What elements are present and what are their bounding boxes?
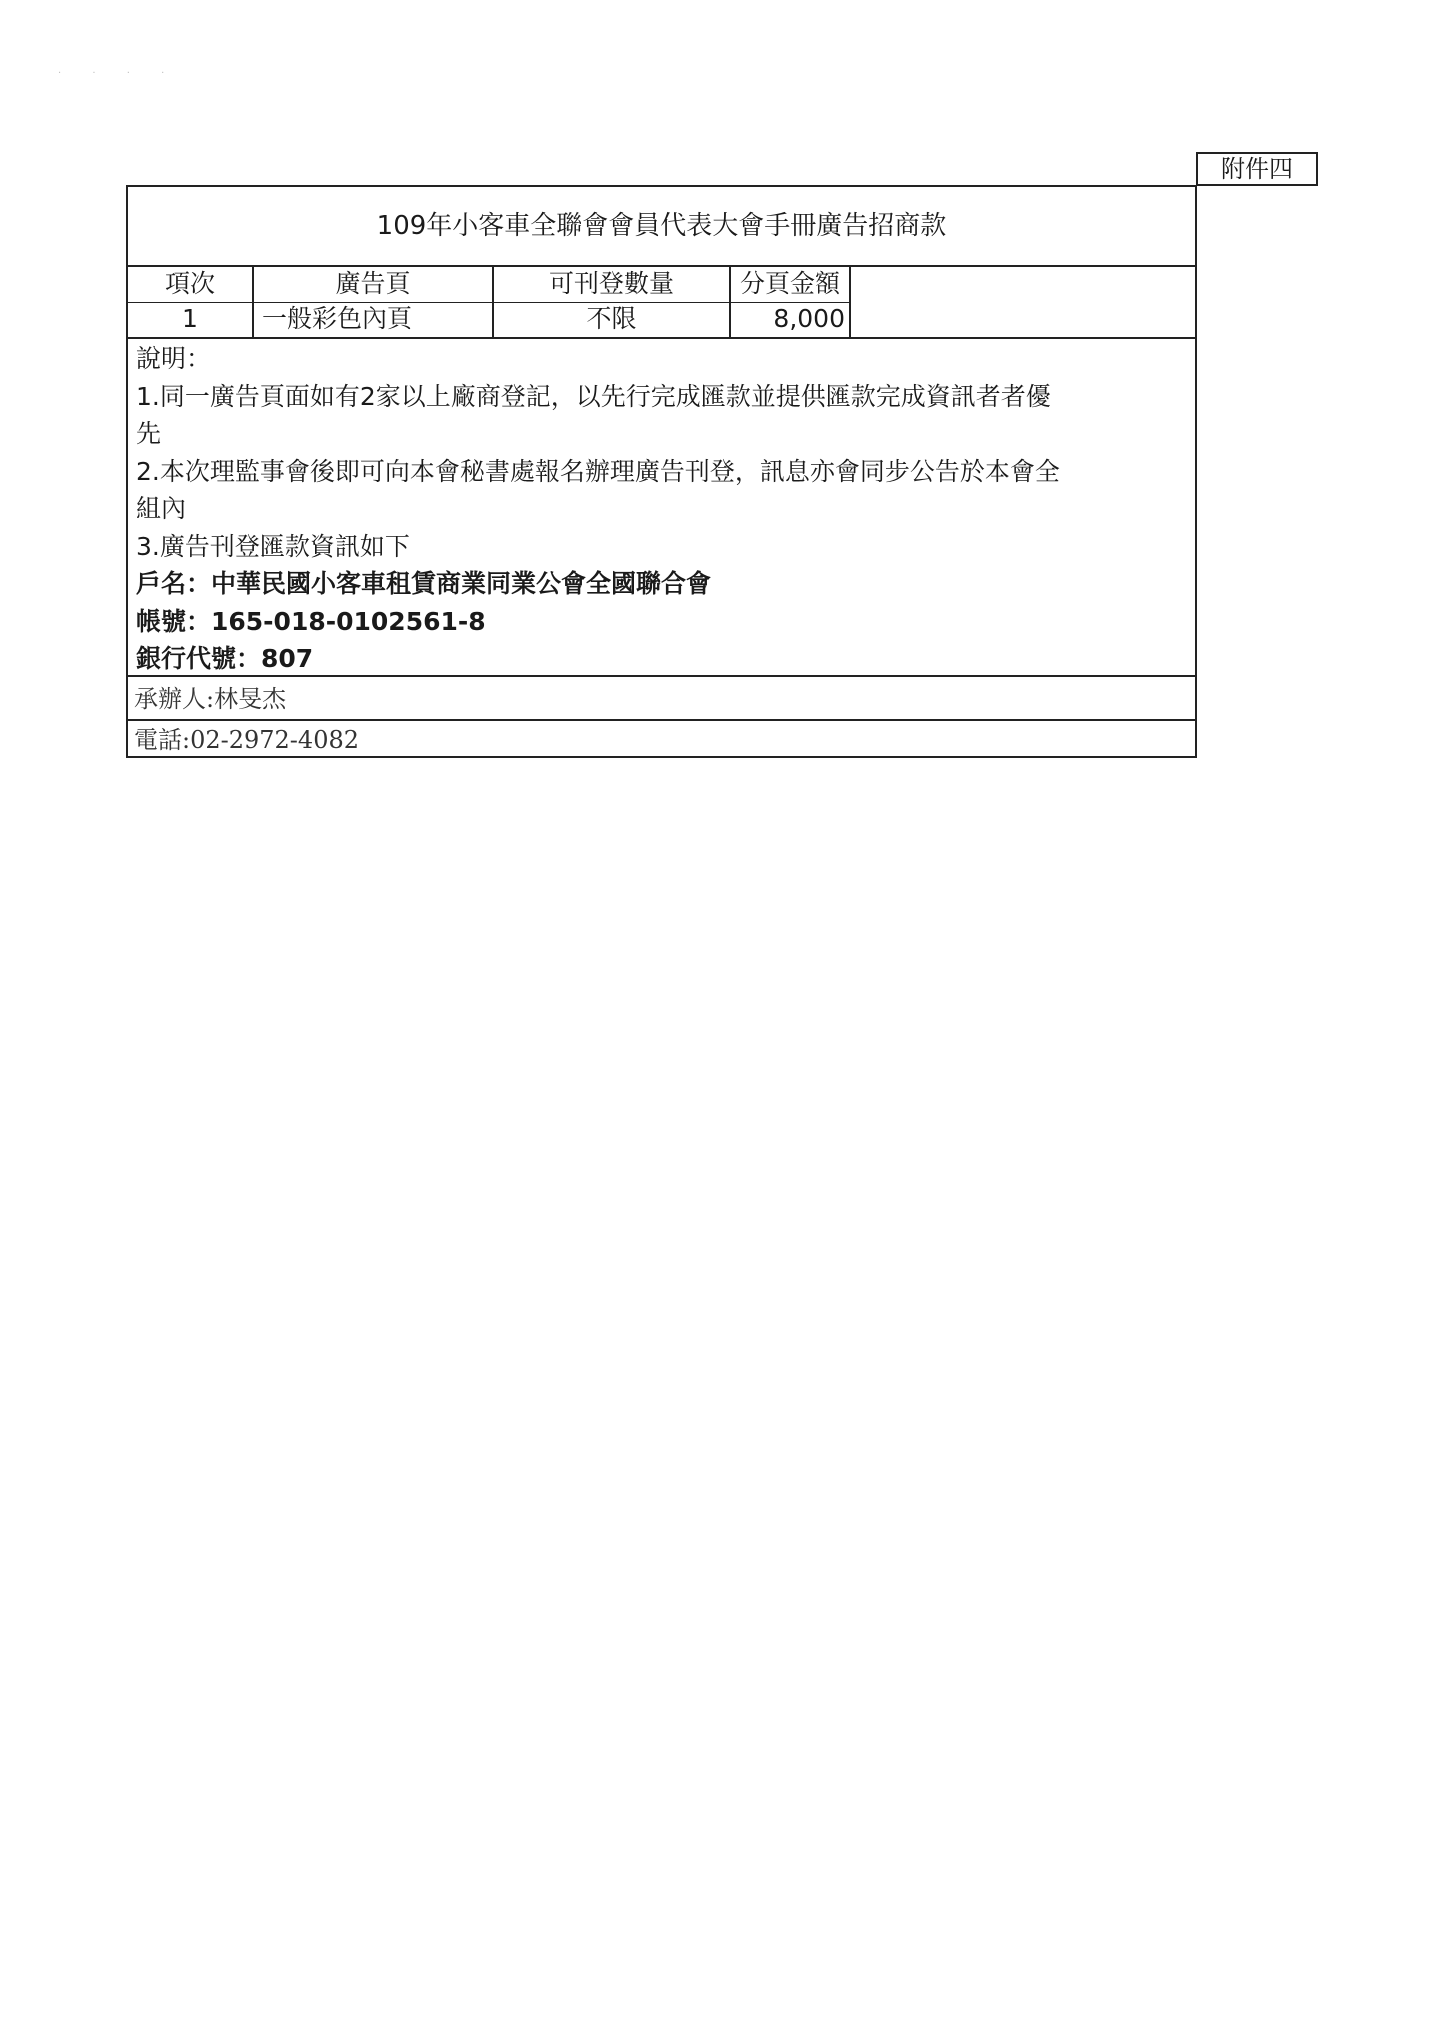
- contact-phone: 電話:02-2972-4082: [128, 719, 1195, 758]
- header-amount: 分頁金額: [731, 267, 851, 303]
- note-line-2: 2.本次理監事會後即可向本會秘書處報名辦理廣告刊登，訊息亦會同步公告於本會全: [136, 456, 1060, 486]
- note-line-1: 1.同一廣告頁面如有2家以上廠商登記，以先行完成匯款並提供匯款完成資訊者者優: [136, 381, 1051, 411]
- note-line-3: 3.廣告刊登匯款資訊如下: [136, 531, 410, 561]
- table-cell-item-no: 1: [128, 303, 254, 337]
- header-item-no: 項次: [128, 267, 254, 303]
- table-cell-quantity: 不限: [494, 303, 731, 337]
- attachment-label: 附件四: [1196, 152, 1318, 186]
- contact-handler: 承辦人:林旻杰: [128, 675, 1195, 719]
- form-title: 109年小客車全聯會會員代表大會手冊廣告招商款: [128, 187, 1195, 267]
- scan-marks: · · · ·: [58, 68, 179, 79]
- bank-code: 銀行代號：807: [136, 644, 314, 673]
- notes-heading: 說明：: [136, 344, 212, 373]
- table-cell-ad-page: 一般彩色內頁: [254, 303, 494, 337]
- advertising-form: [126, 185, 1197, 758]
- header-ad-page: 廣告頁: [254, 267, 494, 303]
- account-name: 戶名：中華民國小客車租賃商業同業公會全國聯合會: [136, 569, 712, 598]
- account-number: 帳號：165-018-0102561-8: [136, 606, 486, 636]
- notes-section: [136, 340, 1186, 678]
- note-line-2-cont: 組內: [136, 494, 187, 523]
- header-quantity: 可刊登數量: [494, 267, 731, 303]
- note-line-1-cont: 先: [136, 419, 162, 448]
- table-divider: [128, 337, 1195, 339]
- table-cell-amount: 8,000: [731, 303, 851, 337]
